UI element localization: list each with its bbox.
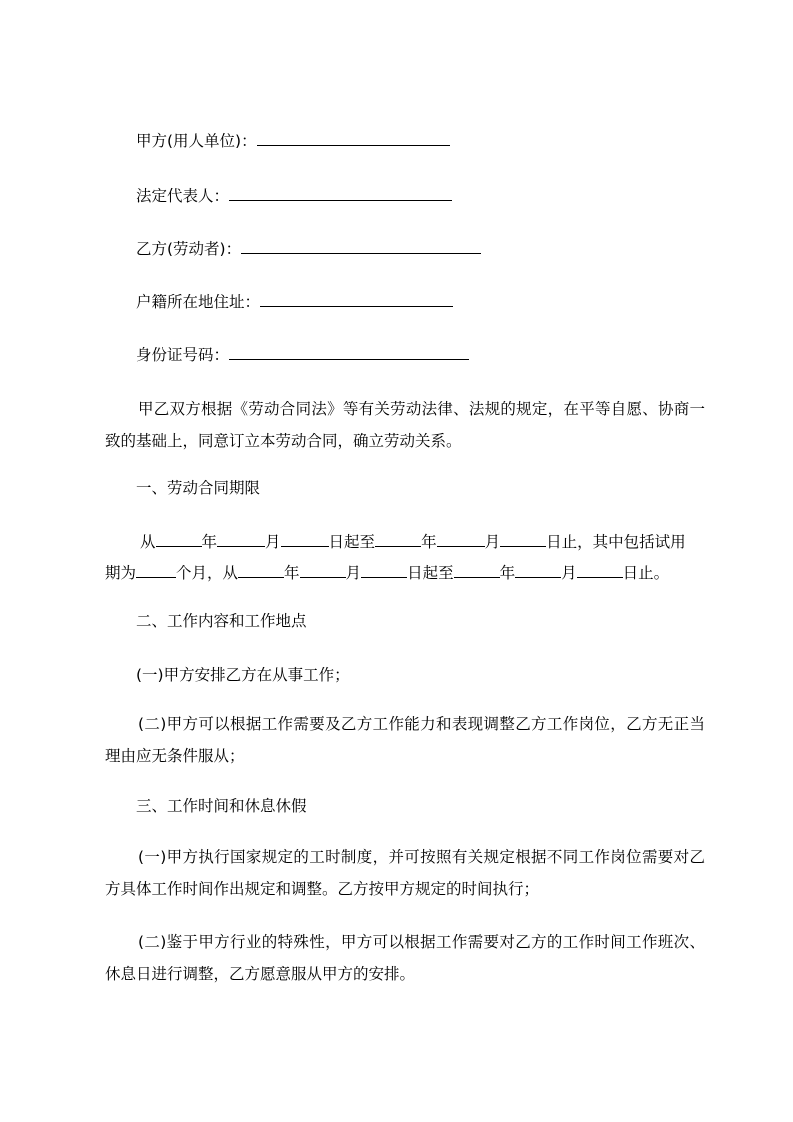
term-text: 月 [484,533,501,551]
term-text: 日起至 [328,533,376,551]
fill-blank[interactable] [156,532,202,547]
term-text: 日起至 [407,564,454,582]
fill-blank[interactable] [361,563,407,578]
term-text: 月 [345,564,362,582]
field-legal-rep [136,186,452,206]
fill-blank[interactable] [454,563,500,578]
term-text: 月 [265,533,281,551]
fill-blank[interactable] [281,532,329,547]
term-line-1 [140,532,686,552]
fill-blank[interactable] [136,563,176,578]
term-text: 日止，其中包括试用 [546,533,686,551]
field-id-number [136,345,469,365]
term-line-2 [105,563,669,583]
fill-blank[interactable] [229,345,469,360]
fill-blank[interactable] [257,131,450,146]
field-label-domicile: 户籍所在地住址： [136,293,261,311]
term-text: 月 [561,564,577,582]
term-text: 年 [201,533,218,551]
intro-paragraph: 甲乙双方根据《劳动合同法》等有关劳动法律、法规的规定，在平等自愿、协商一致的基础上，同意订立本劳动合同，确立劳动关系。 [105,400,705,450]
fill-blank[interactable] [515,563,561,578]
fill-blank[interactable] [238,563,284,578]
section1-title: 一、劳动合同期限 [136,479,261,497]
field-party-b [136,239,481,259]
fill-blank[interactable] [217,532,265,547]
field-domicile [136,292,453,312]
section3-title: 三、工作时间和休息休假 [136,797,307,815]
section2-item1: (一)甲方安排乙方在从事工作； [136,666,350,684]
fill-blank[interactable] [437,532,485,547]
term-text: 年 [284,564,300,582]
fill-blank[interactable] [500,532,546,547]
term-text: 个月，从 [176,564,239,582]
field-label-legal-rep: 法定代表人： [136,187,230,205]
section2-item2: (二)甲方可以根据工作需要及乙方工作能力和表现调整乙方工作岗位，乙方无正当理由应无条件服从； [105,715,705,765]
fill-blank[interactable] [300,563,346,578]
fill-blank[interactable] [375,532,421,547]
term-text: 期为 [105,564,137,582]
fill-blank[interactable] [241,239,481,254]
field-label-party-a: 甲方(用人单位)： [136,132,257,150]
field-party-a [136,131,450,151]
term-text: 日止。 [622,564,670,582]
field-label-id-number: 身份证号码： [136,346,230,364]
section2-title: 二、工作内容和工作地点 [136,612,307,630]
term-text: 年 [421,533,437,551]
term-text: 年 [499,564,516,582]
term-text: 从 [140,533,156,551]
section3-item2: (二)鉴于甲方行业的特殊性，甲方可以根据工作需要对乙方的工作时间工作班次、休息日进行调整，乙方愿意服从甲方的安排。 [105,933,705,983]
fill-blank[interactable] [229,186,452,201]
fill-blank[interactable] [577,563,623,578]
field-label-party-b: 乙方(劳动者)： [136,240,242,258]
section3-item1: (一)甲方执行国家规定的工时制度，并可按照有关规定根据不同工作岗位需要对乙方具体工作时间作出规定和调整。乙方按甲方规定的时间执行； [105,848,705,898]
fill-blank[interactable] [260,292,453,307]
